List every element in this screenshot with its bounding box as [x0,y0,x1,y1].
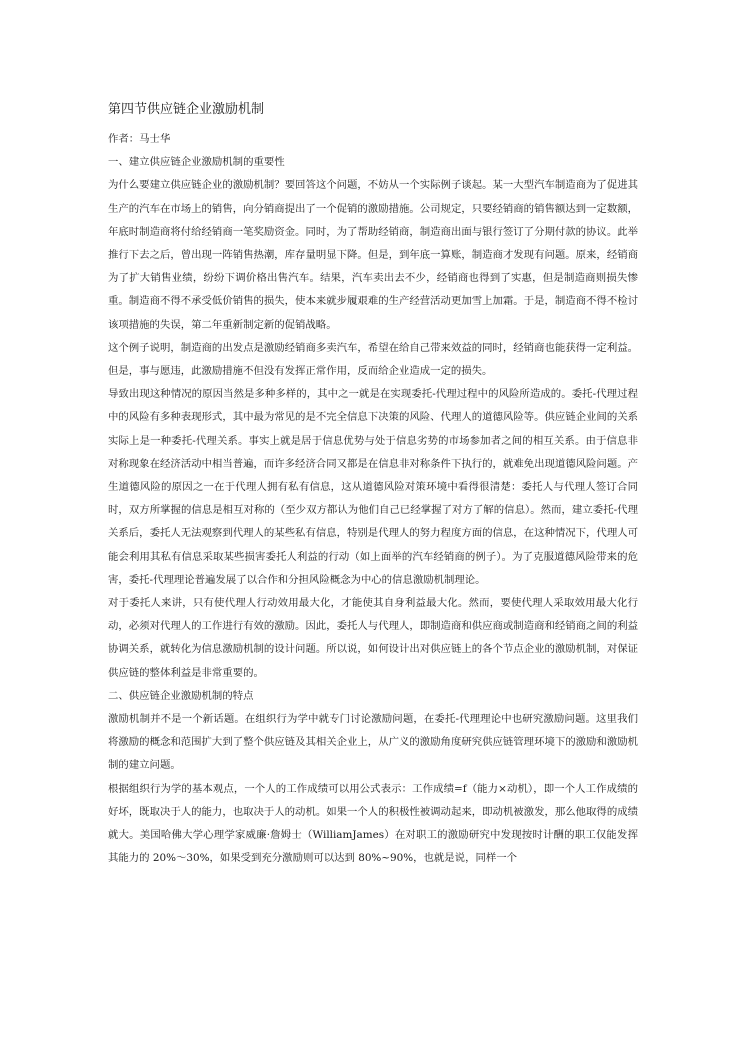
author-line: 作者：马士华 [108,133,171,145]
body-paragraph: 为什么要建立供应链企业的激励机制？要回答这个问题，不妨从一个实际例子谈起。某一大型汽车制造商为了促进其生产的汽车在市场上的销售，向分销商提出了一个促销的激励措施。公司规定，只要经销商的销售额达到一定数额，年底时制造商将付给经销商一笔奖励资金。同时，为了帮助经销商，制造商出面与银行签订了分期付款的协议。此举推行下去之后，曾出现一阵销售热潮，库存量明显下降。但是，到年底一算账，制造商才发现有问题。原来，经销商为了扩大销售业绩，纷纷下调价格出售汽车。结果，汽车卖出去不少，经销商也得到了实惠，但是制造商则损失惨重。制造商不得不承受低价销售的损失，使本来就步履艰难的生产经营活动更加雪上加霜。于是，制造商不得不检讨该项措施的失误，第二年重新制定新的促销战略。 [108,179,638,331]
body-paragraph: 对于委托人来讲，只有使代理人行动效用最大化，才能使其自身利益最大化。然而，要使代理人采取效用最大化行动，必须对代理人的工作进行有效的激励。因此，委托人与代理人，即制造商和供应商或制造商和经销商之间的利益协调关系，就转化为信息激励机制的设计问题。所以说，如何设计出对供应链上的各个节点企业的激励机制，对保证供应链的整体利益是非常重要的。 [108,597,638,679]
document-body [108,128,638,871]
section-heading: 二、供应链企业激励机制的特点 [108,689,254,702]
section-heading: 一、建立供应链企业激励机制的重要性 [108,156,285,169]
body-paragraph: 根据组织行为学的基本观点，一个人的工作成绩可以用公式表示：工作成绩=f（能力×动机），即一个人工作成绩的好坏，既取决于人的能力，也取决于人的动机。如果一个人的积极性被调动起来，即动机被激发，那么他取得的成绩就大。美国哈佛大学心理学家威廉·詹姆士（WilliamJames）在对职工的激励研究中发现按时计酬的职工仅能发挥其能力的 20%～30%，如果受到充分激励则可以达到 80%~90%，也就是说，同样一个 [108,782,638,865]
body-paragraph: 导致出现这种情况的原因当然是多种多样的，其中之一就是在实现委托-代理过程中的风险所造成的。委托-代理过程中的风险有多种表现形式，其中最为常见的是不完全信息下决策的风险、代理人的道德风险等。供应链企业间的关系实际上是一种委托-代理关系。事实上就是居于信息优势与处于信息劣势的市场参加者之间的相互关系。由于信息非对称现象在经济活动中相当普遍，而许多经济合同又都是在信息非对称条件下执行的，就难免出现道德风险问题。产生道德风险的原因之一在于代理人拥有私有信息，这从道德风险对策环境中看得很清楚：委托人与代理人签订合同时，双方所掌握的信息是相互对称的（至少双方都认为他们自己已经掌握了对方了解的信息）。然而，建立委托-代理关系后，委托人无法观察到代理人的某些私有信息，特别是代理人的努力程度方面的信息，在这种情况下，代理人可能会利用其私有信息采取某些损害委托人利益的行动（如上面举的汽车经销商的例子）。为了克服道德风险带来的危害，委托-代理理论普遍发展了以合作和分担风险概念为中心的信息激励机制理论。 [108,388,638,586]
document-title: 第四节供应链企业激励机制 [108,102,265,117]
body-paragraph: 这个例子说明，制造商的出发点是激励经销商多卖汽车，希望在给自己带来效益的同时，经销商也能获得一定利益。但是，事与愿违，此激励措施不但没有发挥正常作用，反而给企业造成一定的损失。 [108,341,638,378]
body-paragraph: 激励机制并不是一个新话题。在组织行为学中就专门讨论激励问题，在委托-代理理论中也研究激励问题。这里我们将激励的概念和范围扩大到了整个供应链及其相关企业上，从广义的激励角度研究供应链管理环境下的激励和激励机制的建立问题。 [108,713,638,772]
